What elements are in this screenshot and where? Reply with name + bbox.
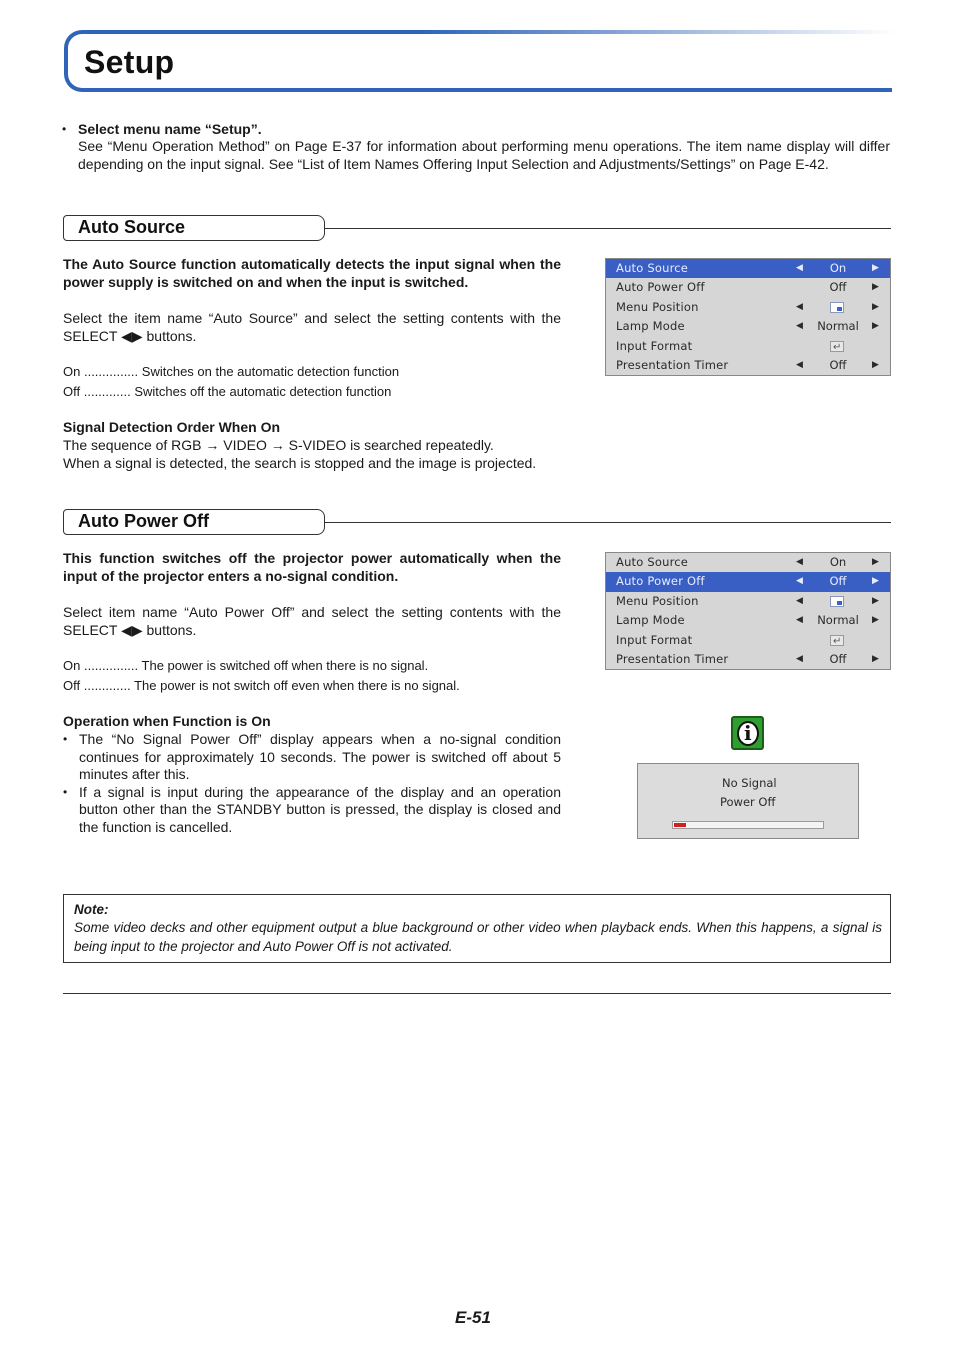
section-rule xyxy=(325,228,891,229)
option-desc: The power is switched off when there is no signal. xyxy=(141,658,429,673)
note-title: Note: xyxy=(74,902,109,917)
menu-row[interactable] xyxy=(606,631,890,650)
auto-source-lead: The Auto Source function automatically detects the input signal when the power supply is switched on and when the input is switched. xyxy=(63,256,561,290)
section-header-auto-power-off xyxy=(63,509,891,535)
intro-body: See “Menu Operation Method” on Page E-37 for information about performing menu operations. The item name display will differ depending on the input signal. See “List of Item Names Offering Input Selection and Adjustments/Settings” on Page E-42. xyxy=(78,138,890,172)
auto-source-instruction: Select the item name “Auto Source” and select the setting contents with the SELECT ◀▶ buttons. xyxy=(63,310,561,344)
intro-lead: Select menu name “Setup”. xyxy=(78,121,262,137)
menu-row-label: Auto Source xyxy=(616,555,689,569)
menu-row[interactable] xyxy=(606,356,890,375)
option-name: Off xyxy=(63,384,81,399)
auto-source-options xyxy=(63,362,399,402)
option-desc: The power is not switch off even when there is no signal. xyxy=(134,678,460,693)
no-signal-text: No Signal xyxy=(722,776,777,790)
menu-row-label: Presentation Timer xyxy=(616,357,729,372)
note-box xyxy=(63,894,891,963)
position-icon xyxy=(830,596,844,607)
section-rule xyxy=(325,522,891,523)
auto-power-off-instruction: Select item name “Auto Power Off” and select the setting contents with the SELECT ◀▶ buttons. xyxy=(63,604,561,638)
menu-row-value: Off xyxy=(829,357,847,372)
left-arrow-icon[interactable]: ◀ xyxy=(796,615,803,626)
left-arrow-icon[interactable]: ◀ xyxy=(796,359,803,370)
power-off-progress-bar xyxy=(672,821,824,829)
left-arrow-icon[interactable]: ◀ xyxy=(796,595,803,606)
menu-row[interactable] xyxy=(606,317,890,336)
right-arrow-icon[interactable]: ▶ xyxy=(872,359,879,370)
list-bullet: • xyxy=(63,732,68,746)
right-arrow-icon[interactable]: ▶ xyxy=(872,557,879,567)
left-arrow-icon[interactable]: ◀ xyxy=(796,576,803,587)
page-title: Setup xyxy=(84,44,175,80)
menu-row[interactable] xyxy=(606,611,890,630)
menu-row-value: On xyxy=(829,261,847,275)
menu-row-value: Normal xyxy=(817,613,859,628)
left-arrow-icon[interactable]: ◀ xyxy=(796,301,803,312)
no-signal-dialog xyxy=(637,763,859,839)
option-dots: ............... xyxy=(83,658,139,673)
right-arrow-icon[interactable]: ▶ xyxy=(872,615,879,626)
option-name: On xyxy=(63,364,81,379)
menu-row-label: Menu Position xyxy=(616,593,699,608)
power-off-text: Power Off xyxy=(720,795,776,809)
list-item-text: If a signal is input during the appearance of the display and an operation button other than the STANDBY button is pressed, the display is closed and the function is cancelled. xyxy=(79,783,561,835)
section-title: Auto Source xyxy=(78,217,186,237)
enter-icon xyxy=(830,635,844,646)
option-dots: ............. xyxy=(83,384,131,399)
menu-row[interactable] xyxy=(606,337,890,356)
right-arrow-icon[interactable]: ▶ xyxy=(872,595,879,606)
option-desc: Switches off the automatic detection function xyxy=(134,384,392,399)
menu-row-value: Off xyxy=(829,651,847,666)
option-name: On xyxy=(63,658,81,673)
menu-row-value: Off xyxy=(829,280,847,295)
option-desc: Switches on the automatic detection function xyxy=(141,364,400,379)
right-arrow-icon[interactable]: ▶ xyxy=(872,282,879,293)
page-number: E-51 xyxy=(455,1308,491,1327)
menu-row[interactable] xyxy=(606,592,890,611)
intro-bullet: • xyxy=(62,122,67,136)
auto-power-off-lead: This function switches off the projector power automatically when the input of the projector enters a no-signal condition. xyxy=(63,550,561,584)
right-arrow-icon[interactable]: ▶ xyxy=(872,301,879,312)
info-icon xyxy=(731,716,764,750)
setup-menu-auto-power-off xyxy=(605,552,891,670)
right-arrow-icon[interactable]: ▶ xyxy=(872,321,879,332)
menu-row[interactable] xyxy=(606,572,890,591)
right-arrow-icon[interactable]: ▶ xyxy=(872,653,879,664)
list-bullet: • xyxy=(63,784,68,799)
menu-row-label: Input Format xyxy=(616,338,693,353)
menu-row-value: Normal xyxy=(817,319,859,334)
operation-list xyxy=(63,731,561,836)
list-item-text: The “No Signal Power Off” display appears when a no-signal condition continues for approximately 10 seconds. The power is switched off about 5 minutes after this. xyxy=(79,731,561,782)
menu-row[interactable] xyxy=(606,259,890,278)
menu-row[interactable] xyxy=(606,278,890,297)
menu-row-value: On xyxy=(829,555,847,569)
menu-row[interactable] xyxy=(606,553,890,572)
title-frame xyxy=(64,30,892,92)
option-row xyxy=(63,676,460,696)
auto-power-off-options xyxy=(63,656,460,696)
list-item xyxy=(63,784,561,837)
option-row xyxy=(63,382,399,402)
right-arrow-icon[interactable]: ▶ xyxy=(872,576,879,587)
section-title: Auto Power Off xyxy=(78,511,209,531)
option-dots: ............... xyxy=(83,364,139,379)
signal-order-line-2: When a signal is detected, the search is stopped and the image is projected. xyxy=(63,455,537,471)
bottom-rule xyxy=(63,993,891,994)
option-name: Off xyxy=(63,678,81,693)
menu-row-label: Presentation Timer xyxy=(616,651,729,666)
menu-row-label: Lamp Mode xyxy=(616,613,685,628)
setup-menu-auto-source xyxy=(605,258,891,376)
option-row xyxy=(63,362,399,382)
list-item xyxy=(63,731,561,784)
signal-order-line-1: The sequence of RGB → VIDEO → S-VIDEO is searched repeatedly. xyxy=(63,437,494,453)
menu-row-label: Lamp Mode xyxy=(616,319,685,334)
left-arrow-icon[interactable]: ◀ xyxy=(796,653,803,664)
operation-title: Operation when Function is On xyxy=(63,713,271,729)
menu-row-label: Input Format xyxy=(616,632,693,647)
menu-row[interactable] xyxy=(606,298,890,317)
menu-row-label: Auto Power Off xyxy=(616,280,705,295)
menu-row-label: Menu Position xyxy=(616,299,699,314)
menu-row-label: Auto Power Off xyxy=(616,574,705,589)
option-row xyxy=(63,656,460,676)
progress-fill xyxy=(674,823,686,827)
menu-row-label: Auto Source xyxy=(616,261,689,275)
left-arrow-icon[interactable]: ◀ xyxy=(796,263,803,273)
menu-row[interactable] xyxy=(606,650,890,669)
enter-icon xyxy=(830,341,844,352)
right-arrow-icon[interactable]: ▶ xyxy=(872,263,879,273)
info-icon-glyph: i xyxy=(744,721,752,745)
option-dots: ............. xyxy=(83,678,131,693)
position-icon xyxy=(830,302,844,313)
left-arrow-icon[interactable]: ◀ xyxy=(796,557,803,567)
section-header-auto-source xyxy=(63,215,891,241)
left-arrow-icon[interactable]: ◀ xyxy=(796,321,803,332)
menu-row-value: Off xyxy=(829,574,847,589)
note-body: Some video decks and other equipment output a blue background or other video when playback ends. When this happens, a signal is being input to the projector and Auto Power Off is not activated. xyxy=(74,920,882,954)
signal-order-title: Signal Detection Order When On xyxy=(63,419,281,435)
